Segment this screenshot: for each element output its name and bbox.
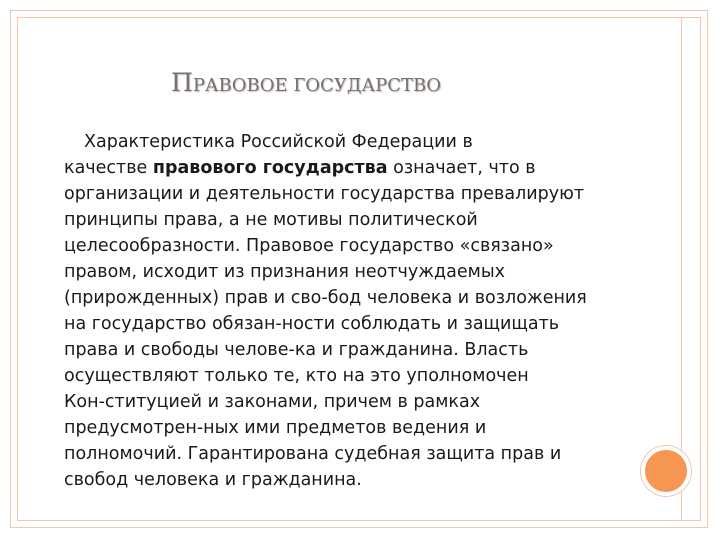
body-line: целесообразности. Правовое государство «связано» xyxy=(64,236,554,256)
body-line: принципы права, а не мотивы политической xyxy=(64,210,478,230)
body-bold-term: правового государства xyxy=(152,158,388,178)
body-line: на государство обязан-ности соблюдать и защищать xyxy=(64,314,560,334)
body-line-part: означает, что в xyxy=(387,158,536,178)
body-line-part: качестве xyxy=(64,158,153,178)
slide-title xyxy=(171,68,441,97)
body-line xyxy=(64,155,644,181)
decorative-circle xyxy=(641,446,691,496)
body-line: правом, исходит из признания неотчуждаемых xyxy=(64,262,505,282)
title-first-letter: П xyxy=(171,68,193,97)
body-line: Кон-ституцией и законами, причем в рамках xyxy=(64,392,481,412)
body-line: Характеристика Российской Федерации в xyxy=(84,132,473,152)
title-rest: РАВОВОЕ ГОСУДАРСТВО xyxy=(192,75,441,96)
body-line: свобод человека и гражданина. xyxy=(64,470,362,490)
body-line: осуществляют только те, кто на это уполномочен xyxy=(64,366,529,386)
body-line: (прирожденных) прав и сво-бод человека и возложения xyxy=(64,288,587,308)
slide-right-band xyxy=(681,17,701,521)
body-line: права и свободы челове-ка и гражданина. Власть xyxy=(64,340,529,360)
body-line: предусмотрен-ных ими предметов ведения и xyxy=(64,418,487,438)
body-line: организации и деятельности государства превалируют xyxy=(64,184,585,204)
body-line: полномочий. Гарантирована судебная защита прав и xyxy=(64,444,562,464)
slide-body xyxy=(64,129,644,493)
